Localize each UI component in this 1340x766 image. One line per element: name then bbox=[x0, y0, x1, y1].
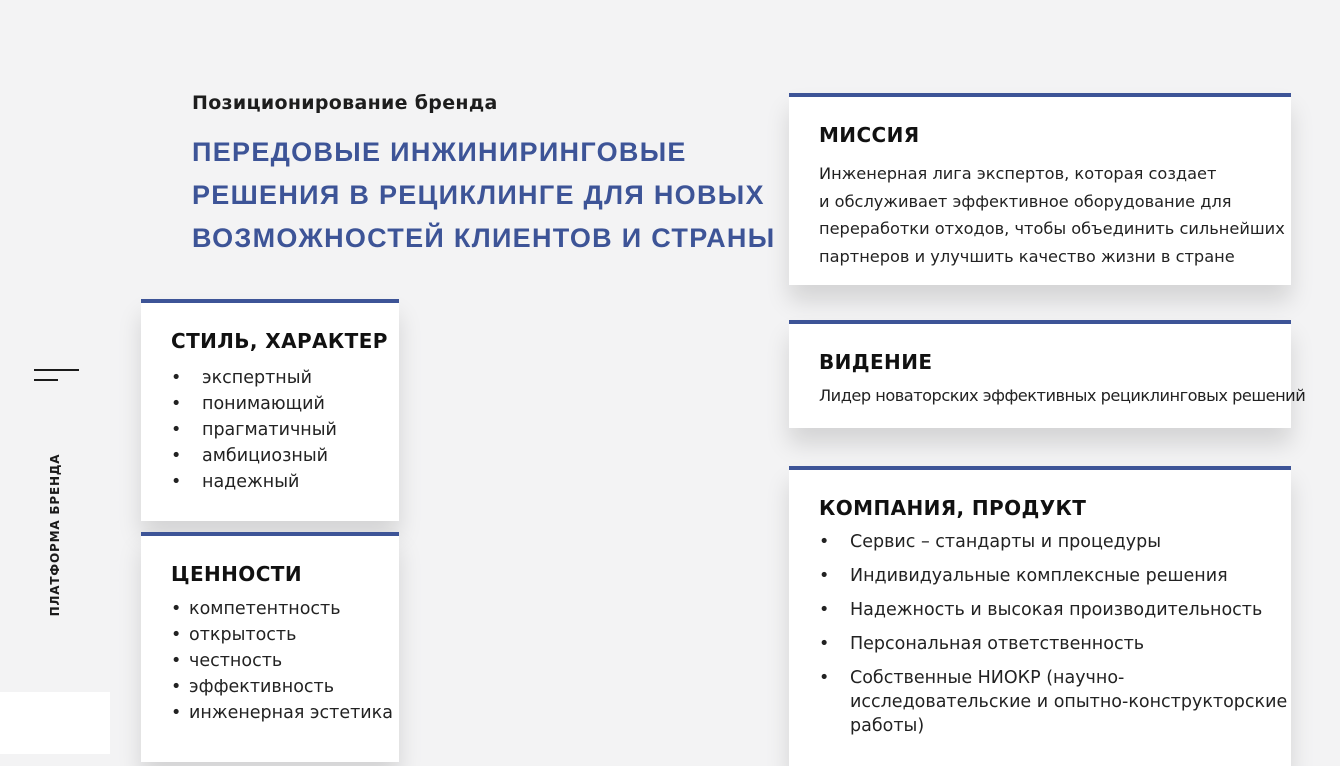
company-list bbox=[819, 530, 1291, 738]
mission-text: Инженерная лига экспертов, которая создает и обслуживает эффективное оборудование для переработки отходов, чтобы объединить сильнейших партнеров и улучшить качество жизни в стране bbox=[819, 164, 1285, 266]
vision-card-title: ВИДЕНИЕ bbox=[819, 350, 933, 374]
section-vertical-label: ПЛАТФОРМА БРЕНДА bbox=[48, 453, 62, 617]
company-card bbox=[789, 466, 1291, 766]
list-item: • эффективность bbox=[171, 674, 399, 700]
values-card-title: ЦЕННОСТИ bbox=[171, 562, 302, 586]
list-item: • открытость bbox=[171, 622, 399, 648]
list-item: • Персональная ответственность bbox=[819, 632, 1291, 656]
list-item: • надежный bbox=[171, 469, 399, 495]
style-card bbox=[141, 299, 399, 521]
list-item: • понимающий bbox=[171, 391, 399, 417]
headline-line: РЕШЕНИЯ В РЕЦИКЛИНГЕ ДЛЯ НОВЫХ bbox=[192, 180, 765, 210]
menu-line-top bbox=[34, 369, 79, 371]
list-item: • Сервис – стандарты и процедуры bbox=[819, 530, 1291, 554]
headline-line: ПЕРЕДОВЫЕ ИНЖИНИРИНГОВЫЕ bbox=[192, 137, 687, 167]
list-item: • Надежность и высокая производительность bbox=[819, 598, 1291, 622]
list-item: • Индивидуальные комплексные решения bbox=[819, 564, 1291, 588]
list-item: • честность bbox=[171, 648, 399, 674]
page-subtitle: Позиционирование бренда bbox=[192, 92, 498, 114]
hamburger-icon[interactable] bbox=[34, 369, 80, 381]
list-item: • инженерная эстетика bbox=[171, 700, 399, 726]
mission-card bbox=[789, 93, 1291, 285]
list-item: • компетентность bbox=[171, 596, 399, 622]
values-list bbox=[171, 596, 399, 726]
vision-card bbox=[789, 320, 1306, 428]
list-item: • амбициозный bbox=[171, 443, 399, 469]
corner-panel bbox=[0, 692, 110, 754]
style-list bbox=[171, 365, 399, 495]
mission-card-title: МИССИЯ bbox=[819, 123, 920, 147]
list-item: • прагматичный bbox=[171, 417, 399, 443]
company-card-title: КОМПАНИЯ, ПРОДУКТ bbox=[819, 496, 1087, 520]
list-item: • Собственные НИОКР (научно-исследовательские и опытно-конструкторские работы) bbox=[819, 666, 1291, 738]
headline-line: ВОЗМОЖНОСТЕЙ КЛИЕНТОВ И СТРАНЫ bbox=[192, 223, 776, 253]
style-card-title: СТИЛЬ, ХАРАКТЕР bbox=[171, 329, 388, 353]
page-headline bbox=[192, 131, 776, 260]
menu-line-bottom bbox=[34, 379, 58, 381]
vision-text: Лидер новаторских эффективных рециклинговых решений bbox=[819, 386, 1306, 405]
values-card bbox=[141, 532, 399, 762]
list-item: • экспертный bbox=[171, 365, 399, 391]
